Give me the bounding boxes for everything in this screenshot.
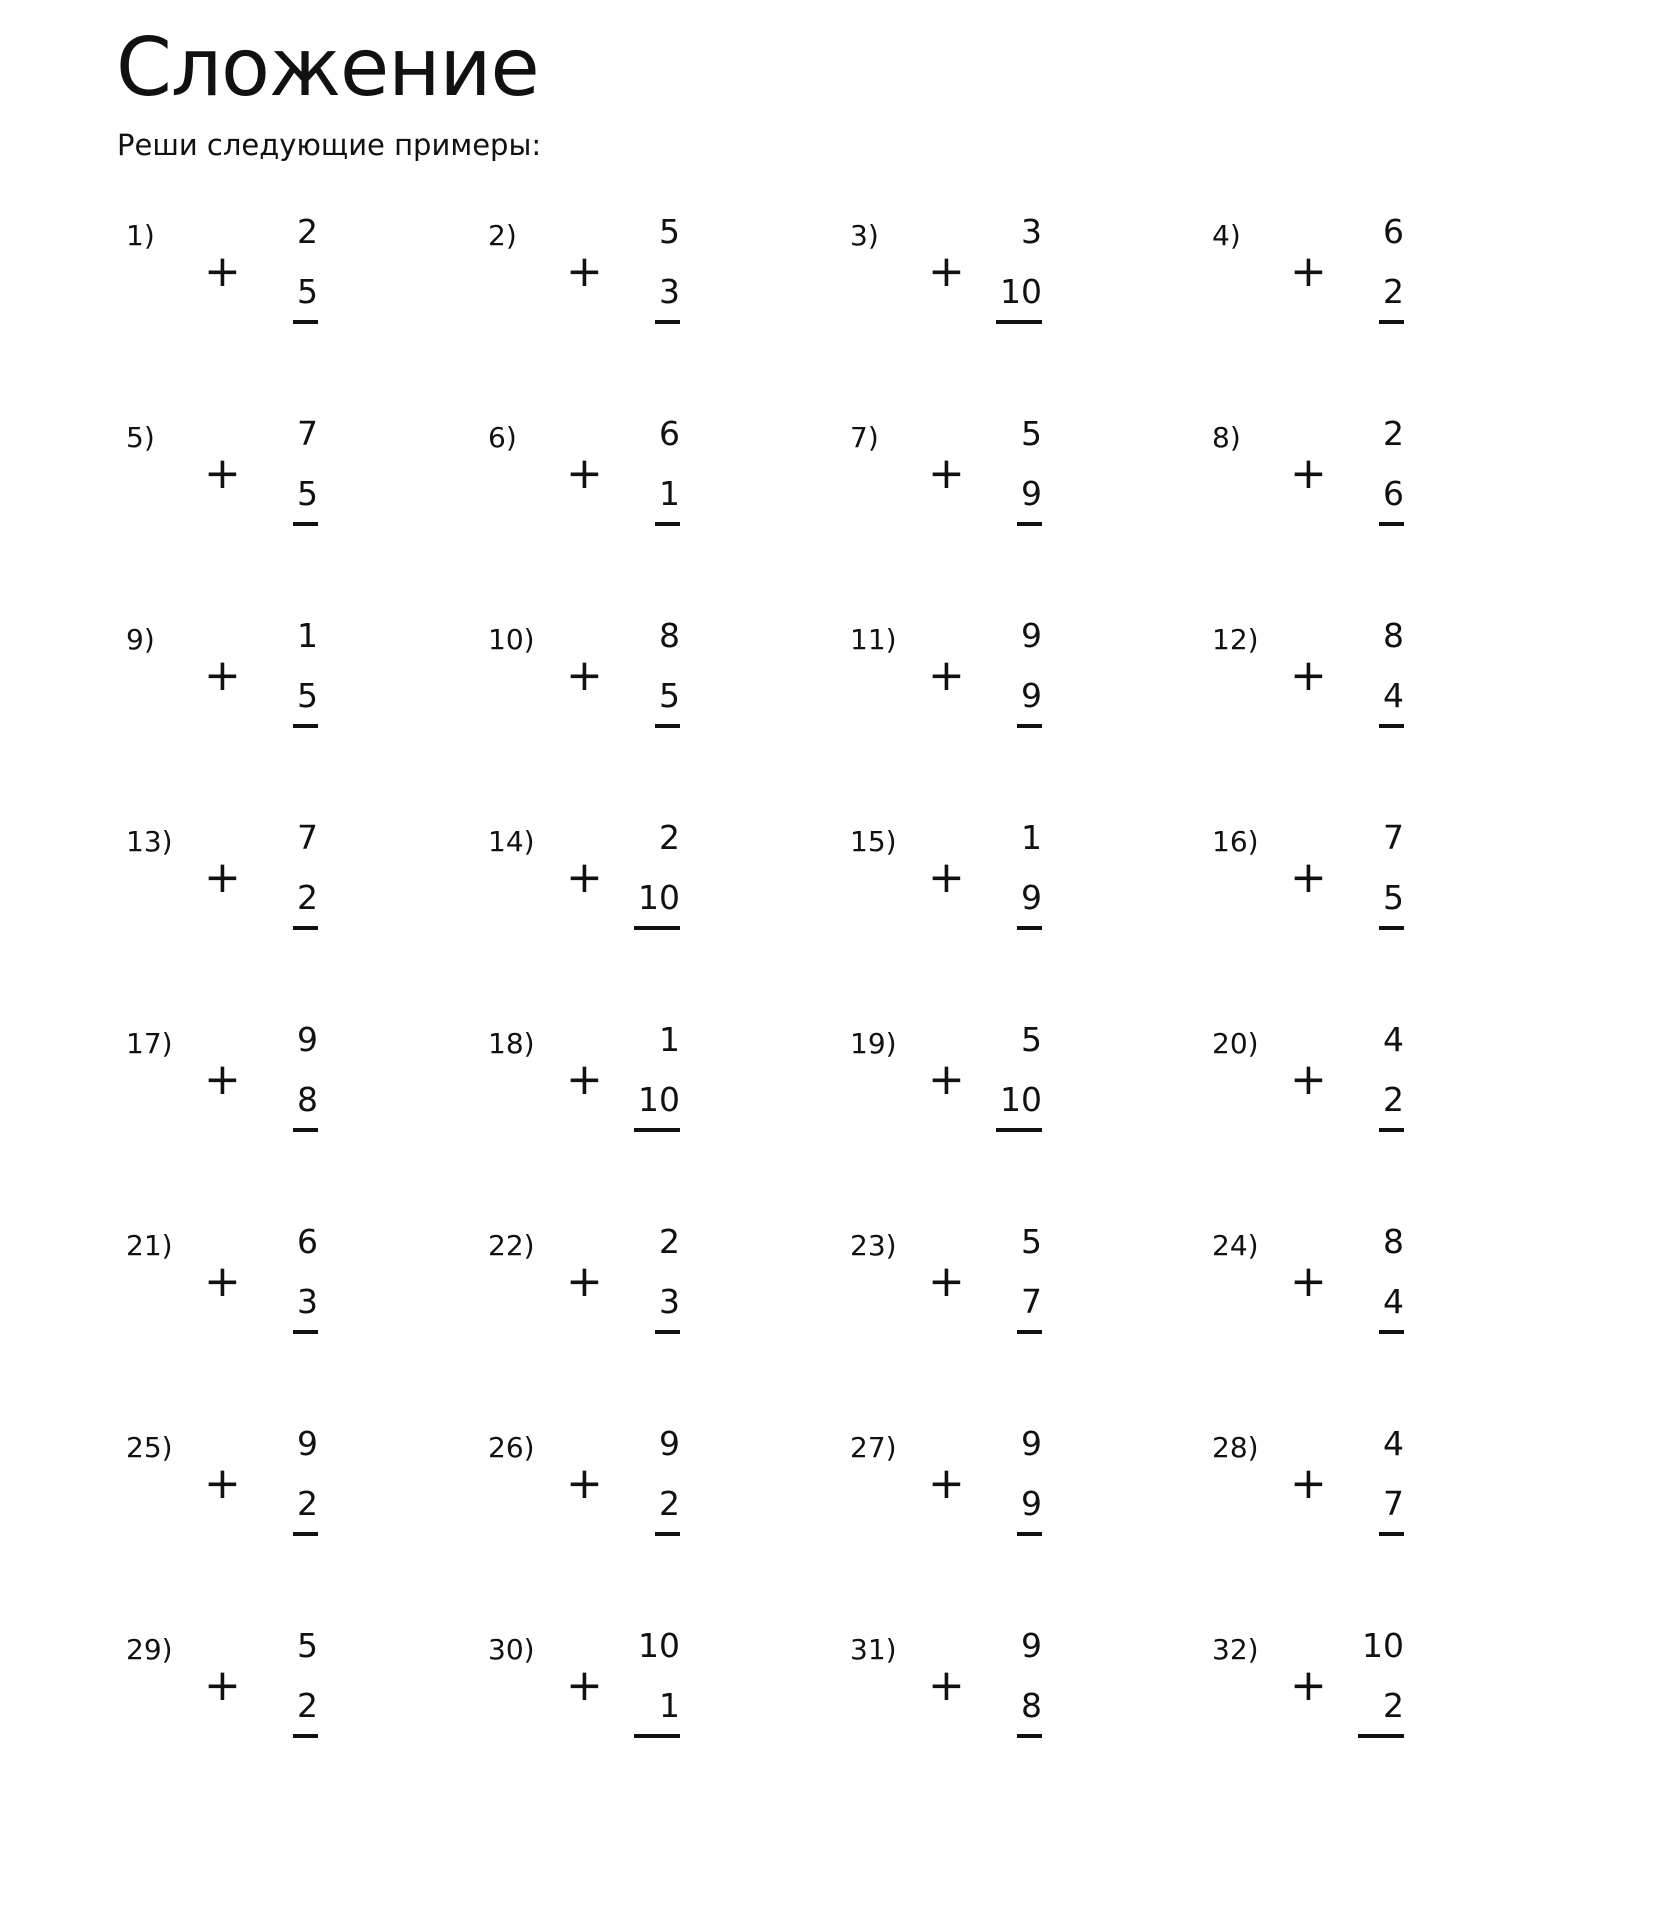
operand-stack (620, 616, 680, 728)
plus-sign: + (566, 1660, 603, 1711)
answer-line (634, 1734, 680, 1738)
addition-problem (842, 1626, 1162, 1776)
bottom-operand: 5 (297, 272, 318, 311)
operand-stack (1344, 818, 1404, 930)
top-operand: 2 (659, 818, 680, 857)
problem-number: 32) (1212, 1633, 1259, 1666)
top-operand: 8 (659, 616, 680, 655)
top-operand: 5 (297, 1626, 318, 1665)
addition-problem (842, 616, 1162, 766)
problem-number: 12) (1212, 623, 1259, 656)
top-operand: 1 (1021, 818, 1042, 857)
operand-stack (982, 818, 1042, 930)
top-operand: 1 (297, 616, 318, 655)
problem-number: 6) (488, 421, 517, 454)
problem-number: 4) (1212, 219, 1241, 252)
problem-number: 28) (1212, 1431, 1259, 1464)
plus-sign: + (204, 246, 241, 297)
addition-problem (1204, 212, 1524, 362)
addition-problem (480, 1424, 800, 1574)
plus-sign: + (928, 448, 965, 499)
top-operand: 7 (1383, 818, 1404, 857)
answer-line (1379, 724, 1404, 728)
operand-stack (982, 1222, 1042, 1334)
plus-sign: + (566, 1458, 603, 1509)
bottom-operand: 10 (638, 1080, 680, 1119)
operand-stack (258, 818, 318, 930)
operand-stack (258, 1626, 318, 1738)
addition-problem (480, 616, 800, 766)
answer-line (634, 1128, 680, 1132)
top-operand: 9 (297, 1424, 318, 1463)
operand-stack (1344, 414, 1404, 526)
bottom-operand: 5 (297, 676, 318, 715)
problem-number: 8) (1212, 421, 1241, 454)
problem-number: 26) (488, 1431, 535, 1464)
addition-problem (842, 1424, 1162, 1574)
bottom-operand: 5 (659, 676, 680, 715)
addition-problem (1204, 1424, 1524, 1574)
answer-line (1017, 522, 1042, 526)
answer-line (1017, 724, 1042, 728)
bottom-operand: 2 (1383, 272, 1404, 311)
top-operand: 7 (297, 414, 318, 453)
bottom-operand: 2 (1383, 1080, 1404, 1119)
answer-line (293, 926, 318, 930)
problem-number: 18) (488, 1027, 535, 1060)
plus-sign: + (1290, 1054, 1327, 1105)
operand-stack (1344, 1424, 1404, 1536)
top-operand: 4 (1383, 1020, 1404, 1059)
answer-line (293, 724, 318, 728)
problem-number: 9) (126, 623, 155, 656)
problem-number: 23) (850, 1229, 897, 1262)
answer-line (1358, 1734, 1404, 1738)
plus-sign: + (928, 1054, 965, 1105)
operand-stack (982, 1424, 1042, 1536)
bottom-operand: 3 (297, 1282, 318, 1321)
operand-stack (1344, 1020, 1404, 1132)
addition-problem (1204, 616, 1524, 766)
problem-number: 27) (850, 1431, 897, 1464)
page-title: Сложение (116, 21, 539, 114)
top-operand: 8 (1383, 616, 1404, 655)
operand-stack (620, 1626, 680, 1738)
operand-stack (982, 1020, 1042, 1132)
plus-sign: + (1290, 1458, 1327, 1509)
answer-line (1379, 320, 1404, 324)
answer-line (1379, 1330, 1404, 1334)
problem-number: 22) (488, 1229, 535, 1262)
plus-sign: + (928, 1458, 965, 1509)
plus-sign: + (566, 1054, 603, 1105)
problem-number: 17) (126, 1027, 173, 1060)
bottom-operand: 10 (638, 878, 680, 917)
plus-sign: + (204, 448, 241, 499)
bottom-operand: 2 (659, 1484, 680, 1523)
problem-number: 11) (850, 623, 897, 656)
plus-sign: + (204, 1256, 241, 1307)
answer-line (996, 1128, 1042, 1132)
operand-stack (1344, 616, 1404, 728)
addition-problem (1204, 1222, 1524, 1372)
plus-sign: + (1290, 852, 1327, 903)
operand-stack (620, 212, 680, 324)
problem-number: 1) (126, 219, 155, 252)
plus-sign: + (1290, 1660, 1327, 1711)
problem-number: 31) (850, 1633, 897, 1666)
top-operand: 10 (1362, 1626, 1404, 1665)
answer-line (655, 320, 680, 324)
answer-line (1379, 1128, 1404, 1132)
answer-line (655, 724, 680, 728)
answer-line (996, 320, 1042, 324)
addition-problem (1204, 414, 1524, 564)
answer-line (634, 926, 680, 930)
top-operand: 6 (297, 1222, 318, 1261)
problem-number: 30) (488, 1633, 535, 1666)
top-operand: 9 (1021, 1626, 1042, 1665)
bottom-operand: 7 (1021, 1282, 1042, 1321)
top-operand: 5 (1021, 414, 1042, 453)
plus-sign: + (566, 246, 603, 297)
problem-number: 21) (126, 1229, 173, 1262)
operand-stack (982, 212, 1042, 324)
instruction-text: Реши следующие примеры: (117, 128, 542, 162)
answer-line (655, 1532, 680, 1536)
bottom-operand: 9 (1021, 676, 1042, 715)
answer-line (293, 1128, 318, 1132)
operand-stack (982, 1626, 1042, 1738)
operand-stack (1344, 212, 1404, 324)
plus-sign: + (928, 246, 965, 297)
answer-line (1017, 926, 1042, 930)
problem-number: 24) (1212, 1229, 1259, 1262)
top-operand: 7 (297, 818, 318, 857)
bottom-operand: 9 (1021, 878, 1042, 917)
addition-problem (480, 818, 800, 968)
answer-line (1017, 1330, 1042, 1334)
addition-problem (118, 818, 438, 968)
problem-number: 2) (488, 219, 517, 252)
top-operand: 2 (1383, 414, 1404, 453)
top-operand: 9 (1021, 616, 1042, 655)
answer-line (293, 522, 318, 526)
problem-number: 20) (1212, 1027, 1259, 1060)
bottom-operand: 2 (297, 878, 318, 917)
plus-sign: + (1290, 650, 1327, 701)
addition-problem (118, 212, 438, 362)
answer-line (1379, 522, 1404, 526)
bottom-operand: 5 (1383, 878, 1404, 917)
plus-sign: + (566, 650, 603, 701)
bottom-operand: 2 (297, 1686, 318, 1725)
plus-sign: + (566, 448, 603, 499)
addition-problem (1204, 1020, 1524, 1170)
bottom-operand: 3 (659, 272, 680, 311)
bottom-operand: 4 (1383, 1282, 1404, 1321)
plus-sign: + (928, 852, 965, 903)
plus-sign: + (928, 1660, 965, 1711)
bottom-operand: 4 (1383, 676, 1404, 715)
operand-stack (258, 1424, 318, 1536)
plus-sign: + (204, 650, 241, 701)
top-operand: 5 (1021, 1020, 1042, 1059)
operand-stack (620, 1020, 680, 1132)
bottom-operand: 2 (1383, 1686, 1404, 1725)
bottom-operand: 9 (1021, 1484, 1042, 1523)
operand-stack (1344, 1222, 1404, 1334)
problem-number: 13) (126, 825, 173, 858)
addition-problem (480, 1626, 800, 1776)
problem-number: 3) (850, 219, 879, 252)
top-operand: 5 (659, 212, 680, 251)
top-operand: 10 (638, 1626, 680, 1665)
operand-stack (620, 1424, 680, 1536)
plus-sign: + (566, 852, 603, 903)
operand-stack (258, 1222, 318, 1334)
addition-problem (118, 414, 438, 564)
problem-number: 5) (126, 421, 155, 454)
operand-stack (982, 414, 1042, 526)
plus-sign: + (1290, 246, 1327, 297)
plus-sign: + (204, 1458, 241, 1509)
addition-problem (118, 616, 438, 766)
bottom-operand: 8 (1021, 1686, 1042, 1725)
top-operand: 9 (1021, 1424, 1042, 1463)
answer-line (1379, 1532, 1404, 1536)
addition-problem (118, 1222, 438, 1372)
bottom-operand: 3 (659, 1282, 680, 1321)
operand-stack (258, 414, 318, 526)
top-operand: 5 (1021, 1222, 1042, 1261)
answer-line (655, 522, 680, 526)
top-operand: 2 (297, 212, 318, 251)
bottom-operand: 5 (297, 474, 318, 513)
operand-stack (1344, 1626, 1404, 1738)
bottom-operand: 8 (297, 1080, 318, 1119)
plus-sign: + (1290, 448, 1327, 499)
addition-problem (842, 414, 1162, 564)
top-operand: 8 (1383, 1222, 1404, 1261)
addition-problem (1204, 818, 1524, 968)
problem-number: 29) (126, 1633, 173, 1666)
bottom-operand: 1 (659, 1686, 680, 1725)
addition-problem (480, 212, 800, 362)
bottom-operand: 2 (297, 1484, 318, 1523)
operand-stack (258, 212, 318, 324)
addition-problem (118, 1626, 438, 1776)
addition-problem (842, 1222, 1162, 1372)
operand-stack (982, 616, 1042, 728)
plus-sign: + (204, 852, 241, 903)
bottom-operand: 9 (1021, 474, 1042, 513)
addition-problem (480, 1222, 800, 1372)
plus-sign: + (204, 1054, 241, 1105)
bottom-operand: 6 (1383, 474, 1404, 513)
addition-problem (842, 1020, 1162, 1170)
addition-problem (480, 414, 800, 564)
answer-line (1017, 1532, 1042, 1536)
operand-stack (258, 616, 318, 728)
bottom-operand: 1 (659, 474, 680, 513)
top-operand: 9 (297, 1020, 318, 1059)
answer-line (655, 1330, 680, 1334)
bottom-operand: 10 (1000, 1080, 1042, 1119)
plus-sign: + (566, 1256, 603, 1307)
top-operand: 6 (1383, 212, 1404, 251)
top-operand: 2 (659, 1222, 680, 1261)
answer-line (1017, 1734, 1042, 1738)
problem-number: 25) (126, 1431, 173, 1464)
top-operand: 6 (659, 414, 680, 453)
top-operand: 3 (1021, 212, 1042, 251)
plus-sign: + (1290, 1256, 1327, 1307)
answer-line (293, 1532, 318, 1536)
problem-number: 7) (850, 421, 879, 454)
top-operand: 9 (659, 1424, 680, 1463)
operand-stack (620, 414, 680, 526)
addition-problem (118, 1020, 438, 1170)
operand-stack (258, 1020, 318, 1132)
plus-sign: + (928, 1256, 965, 1307)
plus-sign: + (928, 650, 965, 701)
addition-problem (842, 818, 1162, 968)
problem-number: 16) (1212, 825, 1259, 858)
plus-sign: + (204, 1660, 241, 1711)
top-operand: 4 (1383, 1424, 1404, 1463)
operand-stack (620, 1222, 680, 1334)
bottom-operand: 7 (1383, 1484, 1404, 1523)
answer-line (293, 320, 318, 324)
bottom-operand: 10 (1000, 272, 1042, 311)
answer-line (1379, 926, 1404, 930)
answer-line (293, 1734, 318, 1738)
problem-number: 19) (850, 1027, 897, 1060)
problem-number: 10) (488, 623, 535, 656)
addition-problem (842, 212, 1162, 362)
problem-number: 14) (488, 825, 535, 858)
operand-stack (620, 818, 680, 930)
answer-line (293, 1330, 318, 1334)
addition-problem (1204, 1626, 1524, 1776)
addition-problem (118, 1424, 438, 1574)
top-operand: 1 (659, 1020, 680, 1059)
addition-problem (480, 1020, 800, 1170)
problem-number: 15) (850, 825, 897, 858)
